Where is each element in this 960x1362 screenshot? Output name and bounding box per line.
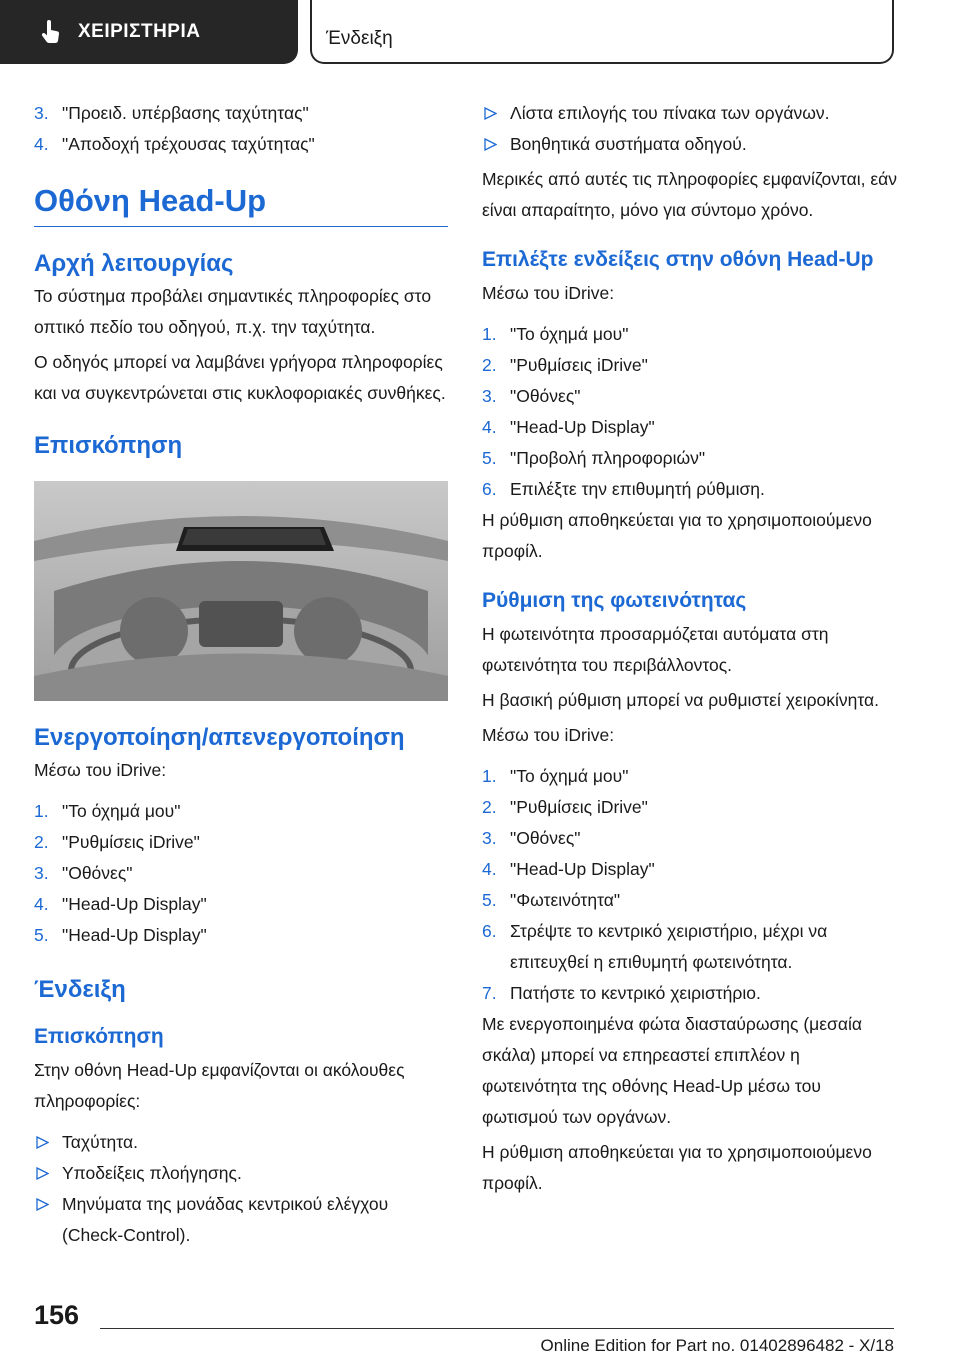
- list-number: 6.: [482, 479, 497, 499]
- list-number: 3.: [482, 828, 497, 848]
- list-text: "Head-Up Display": [62, 894, 207, 914]
- list-item: [482, 761, 898, 792]
- note-paragraph: Μερικές από αυτές τις πληροφορίες εμφανίζονται, εάν είναι απαραίτητο, μόνο για σύντομο χρόνο.: [482, 169, 897, 220]
- brightness-paragraph-2: Η βασική ρύθμιση μπορεί να ρυθμιστεί χειροκίνητα.: [482, 690, 880, 710]
- page-header: [0, 0, 960, 66]
- list-number: 2.: [482, 355, 497, 375]
- list-number: 3.: [482, 386, 497, 406]
- list-number: 7.: [482, 983, 497, 1003]
- head-up-display-photo: [34, 481, 448, 701]
- principle-heading: Αρχή λειτουργίας: [34, 250, 234, 277]
- brightness-heading: Ρύθμιση της φωτεινότητας: [482, 589, 747, 612]
- list-number: 1.: [482, 324, 497, 344]
- list-text: "Ρυθμίσεις iDrive": [510, 797, 648, 817]
- left-column: [34, 98, 448, 1251]
- list-number: 3.: [34, 863, 49, 883]
- list-number: 1.: [482, 766, 497, 786]
- select-heading: Επιλέξτε ενδείξεις στην οθόνη Head-Up: [482, 248, 874, 271]
- display-section-label: Ένδειξη: [326, 28, 393, 49]
- list-text: "Το όχημά μου": [510, 324, 629, 344]
- list-number: 2.: [34, 832, 49, 852]
- list-item: [482, 823, 898, 854]
- list-item: [482, 474, 898, 505]
- list-item: [482, 978, 898, 1009]
- brightness-paragraph-1: Η φωτεινότητα προσαρμόζεται αυτόματα στη φωτεινότητα του περιβάλλοντος.: [482, 624, 829, 675]
- list-text: "Το όχημά μου": [62, 801, 181, 821]
- bullet-text: Βοηθητικά συστήματα οδηγού.: [510, 134, 747, 154]
- bullet-item: [482, 98, 898, 129]
- list-item: [482, 412, 898, 443]
- bullet-item: [34, 1127, 448, 1158]
- list-text: "Αποδοχή τρέχουσας ταχύτητας": [62, 134, 315, 154]
- list-item: [482, 350, 898, 381]
- list-number: 5.: [482, 890, 497, 910]
- triangle-right-icon: [36, 1198, 49, 1211]
- list-text: "Ρυθμίσεις iDrive": [62, 832, 200, 852]
- display-overview-heading: Επισκόπηση: [34, 1025, 164, 1048]
- page-title: Οθόνη Head-Up: [34, 180, 448, 227]
- select-intro: Μέσω του iDrive:: [482, 283, 615, 303]
- list-text: Επιλέξτε την επιθυμητή ρύθμιση.: [510, 479, 765, 499]
- list-number: 2.: [482, 797, 497, 817]
- list-text: "Ρυθμίσεις iDrive": [510, 355, 648, 375]
- brightness-paragraph-3: Με ενεργοποιημένα φώτα διασταύρωσης (μεσαία σκάλα) μπορεί να επηρεαστεί επιπλέον η φωτεινότητα της οθόνης Head-Up μέσω του φωτισμού των οργάνων.: [482, 1014, 862, 1127]
- list-number: 5.: [482, 448, 497, 468]
- list-item: [34, 858, 448, 889]
- activation-heading: Ενεργοποίηση/απενεργοποίηση: [34, 724, 405, 751]
- list-text: Πατήστε το κεντρικό χειριστήριο.: [510, 983, 761, 1003]
- display-heading: Ένδειξη: [34, 976, 126, 1003]
- select-saved-note: Η ρύθμιση αποθηκεύεται για το χρησιμοποιούμενο προφίλ.: [482, 510, 872, 561]
- list-text: "Head-Up Display": [62, 925, 207, 945]
- display-intro: Στην οθόνη Head-Up εμφανίζονται οι ακόλουθες πληροφορίες:: [34, 1060, 405, 1111]
- dashboard-illustration: [34, 481, 448, 701]
- triangle-right-icon: [36, 1136, 49, 1149]
- list-item: [482, 443, 898, 474]
- display-section-tab[interactable]: [310, 0, 894, 64]
- list-text: "Head-Up Display": [510, 859, 655, 879]
- list-text: "Προειδ. υπέρβασης ταχύτητας": [62, 103, 309, 123]
- list-text: "Head-Up Display": [510, 417, 655, 437]
- brightness-intro: Μέσω του iDrive:: [482, 725, 615, 745]
- list-number: 4.: [34, 894, 49, 914]
- controls-chapter-tab[interactable]: [0, 0, 298, 64]
- list-text: "Φωτεινότητα": [510, 890, 621, 910]
- pointing-hand-icon: [38, 19, 64, 45]
- bullet-item: [482, 129, 898, 160]
- list-item: [482, 916, 898, 978]
- edition-info: Online Edition for Part no. 01402896482 - X/18: [540, 1336, 894, 1355]
- list-text: "Οθόνες": [510, 386, 581, 406]
- list-text: "Προβολή πληροφοριών": [510, 448, 706, 468]
- list-number: 4.: [34, 134, 49, 154]
- list-item: [34, 920, 448, 951]
- activation-intro: Μέσω του iDrive:: [34, 760, 167, 780]
- footer-divider: [100, 1328, 894, 1329]
- list-item: [34, 827, 448, 858]
- bullet-item: [34, 1189, 448, 1251]
- page-number: 156: [34, 1300, 80, 1330]
- triangle-right-icon: [484, 107, 497, 120]
- list-item: [482, 885, 898, 916]
- list-item: [34, 796, 448, 827]
- triangle-right-icon: [484, 138, 497, 151]
- list-number: 4.: [482, 417, 497, 437]
- list-text: "Το όχημά μου": [510, 766, 629, 786]
- bullet-text: Μηνύματα της μονάδας κεντρικού ελέγχου (Check-Control).: [62, 1194, 389, 1245]
- list-number: 5.: [34, 925, 49, 945]
- overview-heading: Επισκόπηση: [34, 432, 183, 459]
- list-item: [482, 319, 898, 350]
- list-number: 1.: [34, 801, 49, 821]
- bullet-text: Ταχύτητα.: [62, 1132, 138, 1152]
- controls-chapter-label: ΧΕΙΡΙΣΤΗΡΙΑ: [78, 21, 201, 42]
- list-number: 6.: [482, 921, 497, 941]
- list-item: [34, 889, 448, 920]
- triangle-right-icon: [36, 1167, 49, 1180]
- list-item: [482, 792, 898, 823]
- list-text: "Οθόνες": [510, 828, 581, 848]
- list-number: 3.: [34, 103, 49, 123]
- list-item: [482, 381, 898, 412]
- list-text: Στρέψτε το κεντρικό χειριστήριο, μέχρι να επιτευχθεί η επιθυμητή φωτεινότητα.: [510, 921, 828, 972]
- list-text: "Οθόνες": [62, 863, 133, 883]
- principle-paragraph-2: Ο οδηγός μπορεί να λαμβάνει γρήγορα πληροφορίες και να συγκεντρώνεται στις κυκλοφοριακές συνθήκες.: [34, 352, 446, 403]
- list-item: [34, 129, 448, 160]
- brightness-saved-note: Η ρύθμιση αποθηκεύεται για το χρησιμοποιούμενο προφίλ.: [482, 1142, 872, 1193]
- list-item: [482, 854, 898, 885]
- list-number: 4.: [482, 859, 497, 879]
- list-item: [34, 98, 448, 129]
- principle-paragraph-1: Το σύστημα προβάλει σημαντικές πληροφορίες στο οπτικό πεδίο του οδηγού, π.χ. την ταχύτητα.: [34, 286, 432, 337]
- right-column: [482, 98, 898, 1203]
- bullet-text: Υποδείξεις πλοήγησης.: [62, 1163, 242, 1183]
- page-footer: [0, 1290, 960, 1362]
- bullet-text: Λίστα επιλογής του πίνακα των οργάνων.: [510, 103, 830, 123]
- bullet-item: [34, 1158, 448, 1189]
